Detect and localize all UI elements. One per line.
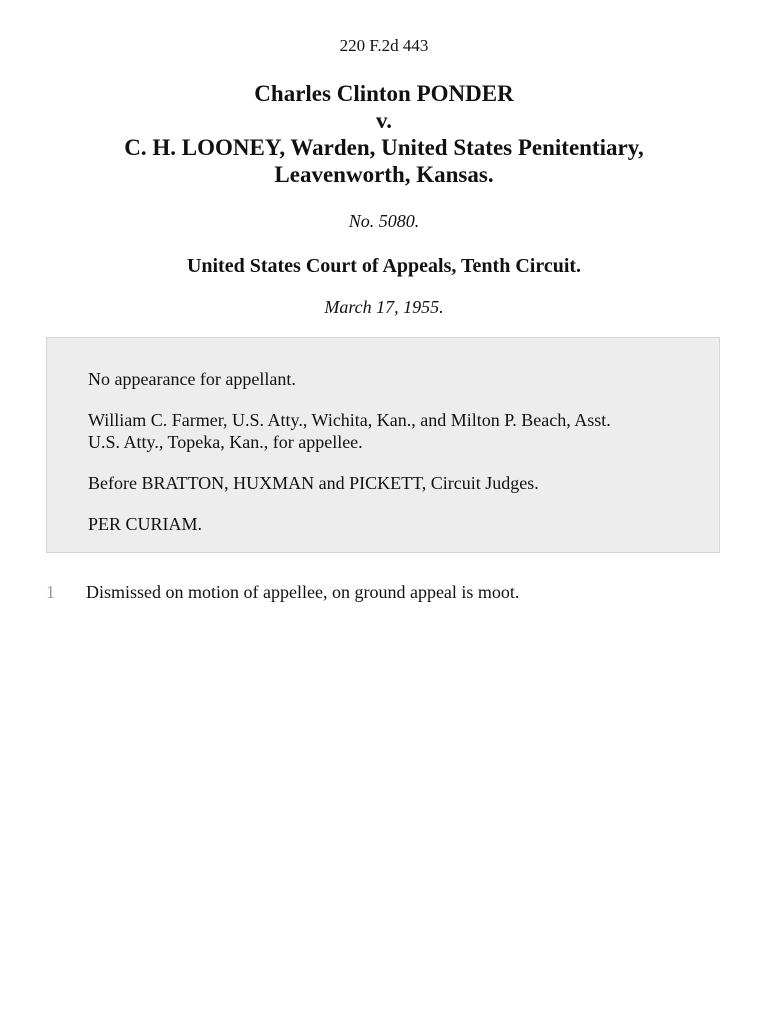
appellee-counsel bbox=[88, 409, 689, 453]
per-curiam: PER CURIAM. bbox=[88, 514, 203, 534]
court-name: United States Court of Appeals, Tenth Circuit. bbox=[186, 255, 582, 277]
citation: 220 F.2d 443 bbox=[339, 36, 429, 55]
decision-date: March 17, 1955. bbox=[324, 297, 444, 317]
appellant-counsel: No appearance for appellant. bbox=[88, 369, 296, 389]
paragraph-number: 1 bbox=[46, 582, 55, 602]
case-caption bbox=[60, 80, 708, 188]
paragraph-text: Dismissed on motion of appellee, on ground appeal is moot. bbox=[86, 582, 520, 602]
versus: v. bbox=[376, 108, 392, 133]
appellee-name-line2: Leavenworth, Kansas. bbox=[274, 162, 494, 187]
docket-number: No. 5080. bbox=[348, 211, 420, 231]
judges-panel: Before BRATTON, HUXMAN and PICKETT, Circuit Judges. bbox=[88, 473, 539, 493]
appellant-name: Charles Clinton PONDER bbox=[254, 81, 514, 106]
appellee-name-line1: C. H. LOONEY, Warden, United States Penitentiary, bbox=[124, 135, 644, 160]
appellee-counsel-line1: William C. Farmer, U.S. Atty., Wichita, Kan., and Milton P. Beach, Asst. bbox=[88, 410, 611, 430]
prelims-box bbox=[46, 337, 720, 553]
appellee-counsel-line2: U.S. Atty., Topeka, Kan., for appellee. bbox=[88, 432, 363, 452]
